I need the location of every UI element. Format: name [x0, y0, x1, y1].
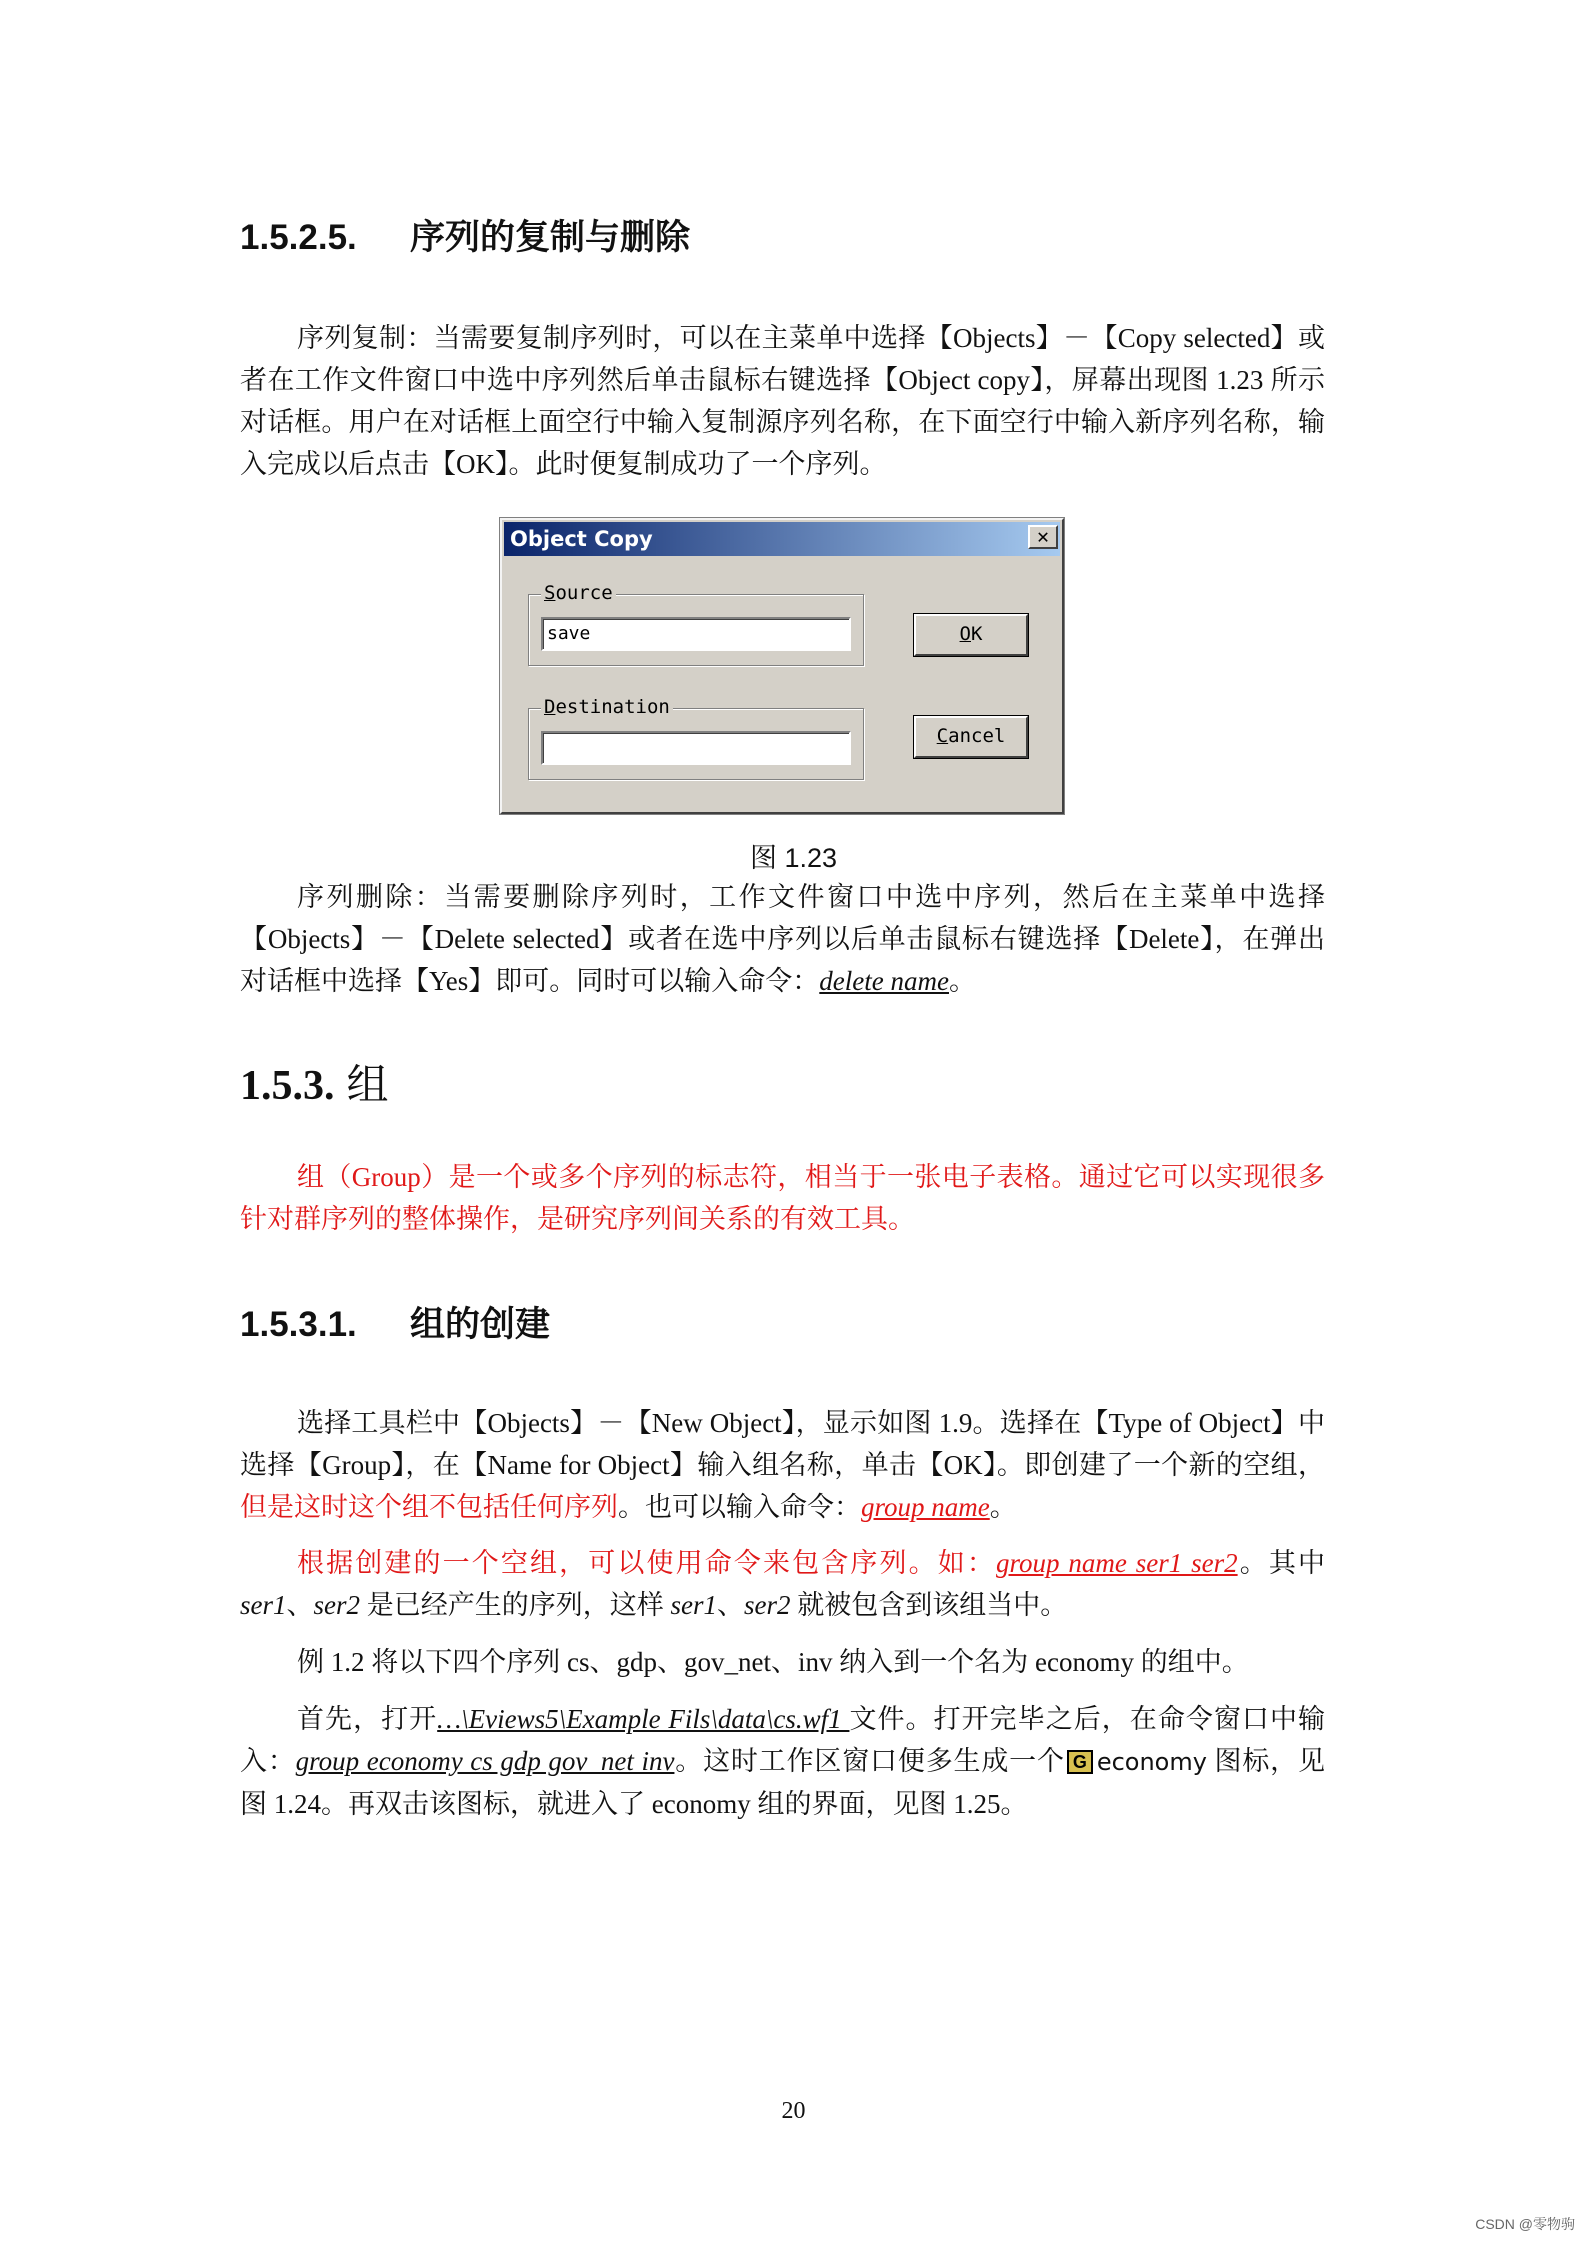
command-group-economy: group economy cs gdp gov_net inv — [295, 1746, 675, 1776]
dialog-title: Object Copy — [510, 527, 653, 551]
source-label: Source — [541, 582, 616, 604]
destination-group — [528, 696, 864, 780]
highlight-text: 但是这时这个组不包括任何序列 — [240, 1492, 618, 1522]
paragraph-text: 选择工具栏中【Objects】－【New Object】，显示如图 1.9。选择在【Type of Object】中选择【Group】，在【Name for Object】输入组名称，单击【OK】。即创建了一个新的空组， — [240, 1408, 1325, 1480]
paragraph-series-copy — [240, 317, 1325, 485]
paragraph-text: 序列删除：当需要删除序列时，工作文件窗口中选中序列，然后在主菜单中选择【Objects】－【Delete selected】或者在选中序列以后单击鼠标右键选择【Delete】，在弹出对话框中选择【Yes】即可。同时可以输入命令： — [240, 882, 1325, 996]
paragraph-text: 首先，打开 — [297, 1704, 438, 1734]
var-ser1: ser1 — [670, 1590, 717, 1620]
section-number: 1.5.3.1. — [240, 1305, 357, 1344]
page-number: 20 — [781, 2098, 806, 2124]
punctuation: 。 — [948, 966, 976, 996]
source-group — [528, 582, 864, 666]
dialog-title-bar — [504, 522, 1060, 556]
paragraph-text: 。这时工作区窗口便多生成一个 — [674, 1746, 1065, 1776]
file-path: …\Eviews5\Example Fils\data\cs.wf1 — [437, 1704, 850, 1734]
watermark: CSDN @零物驹 — [1475, 2216, 1575, 2232]
paragraph-text: 。也可以输入命令： — [618, 1492, 861, 1522]
paragraph-group-create — [240, 1402, 1325, 1528]
destination-label: Destination — [541, 696, 673, 718]
paragraph-group-include — [240, 1542, 1325, 1626]
punctuation: 、 — [717, 1590, 744, 1620]
ok-button[interactable]: OK — [914, 614, 1028, 656]
section-title: 组 — [346, 1063, 389, 1109]
paragraph-text: 图标，见图 1.24。再双击该图标，就进入了 economy 组的界面，见图 1.25。 — [240, 1746, 1326, 1819]
paragraph-text: 文件。打开完毕之后，在命令窗口中输入： — [240, 1704, 1325, 1776]
command-group-name: group name — [861, 1492, 990, 1522]
section-heading-1-5-3-1 — [240, 1297, 550, 1347]
punctuation: 、 — [286, 1590, 314, 1620]
paragraph-text: 就被包含到该组当中。 — [790, 1590, 1068, 1620]
figure-caption: 图 1.23 — [749, 843, 838, 873]
paragraph-first-open — [240, 1698, 1325, 1825]
section-title: 组的创建 — [410, 1305, 551, 1344]
var-ser2: ser2 — [313, 1590, 360, 1620]
cancel-button[interactable]: Cancel — [914, 716, 1028, 758]
section-heading-1-5-3 — [240, 1052, 389, 1112]
command-group-name-ser: group name ser1 ser2 — [996, 1548, 1238, 1578]
group-icon-label: economy — [1096, 1748, 1207, 1776]
punctuation: 。 — [989, 1492, 1017, 1522]
group-icon: G — [1067, 1750, 1093, 1774]
paragraph-example-1-2: 例 1.2 将以下四个序列 cs、gdp、gov_net、inv 纳入到一个名为 economy 的组中。 — [297, 1647, 1249, 1677]
highlight-text: 根据创建的一个空组，可以使用命令来包含序列。如： — [297, 1548, 996, 1578]
source-input[interactable]: save — [541, 617, 851, 651]
paragraph-text: 是已经产生的序列，这样 — [360, 1590, 671, 1620]
section-number: 1.5.3. — [240, 1063, 335, 1109]
paragraph-text: 。其中 — [1237, 1548, 1325, 1578]
var-ser1: ser1 — [240, 1590, 287, 1620]
section-number: 1.5.2.5. — [240, 218, 357, 257]
destination-input[interactable] — [541, 731, 851, 765]
object-copy-dialog — [500, 518, 1064, 814]
paragraph-text: 序列复制：当需要复制序列时，可以在主菜单中选择【Objects】－【Copy selected】或者在工作文件窗口中选中序列然后单击鼠标右键选择【Object copy】，屏幕出现图 1.23 所示对话框。用户在对话框上面空行中输入复制源序列名称，在下面空行中输入新序列名称，输入完成以后点击【OK】。此时便复制成功了一个序列。 — [240, 323, 1325, 479]
var-ser2: ser2 — [744, 1590, 791, 1620]
section-title: 序列的复制与删除 — [410, 218, 691, 257]
paragraph-group-definition: 组（Group）是一个或多个序列的标志符，相当于一张电子表格。通过它可以实现很多针对群序列的整体操作，是研究序列间关系的有效工具。 — [240, 1162, 1325, 1234]
close-icon[interactable]: ✕ — [1028, 525, 1058, 549]
paragraph-series-delete — [240, 876, 1325, 1002]
command-delete-name: delete name — [819, 966, 949, 996]
section-heading-1-5-2-5 — [240, 210, 690, 260]
